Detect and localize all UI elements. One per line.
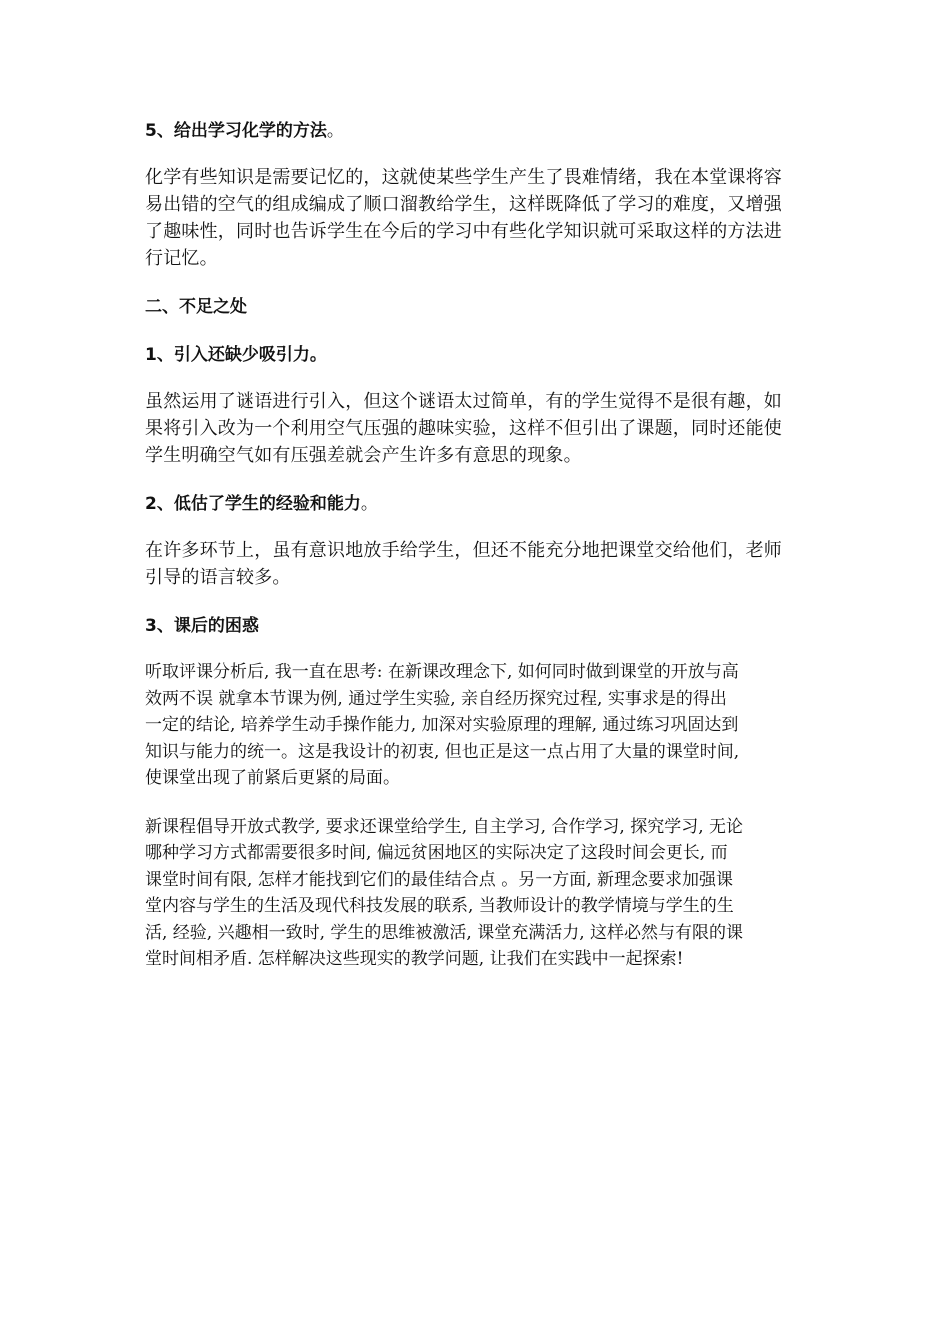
paragraph-confusion-2 <box>145 814 810 973</box>
paragraph-underestimate <box>145 537 810 591</box>
text-line: 堂内容与学生的生活及现代科技发展的联系, 当教师设计的教学情境与学生的生 <box>145 896 734 916</box>
paragraph-study-method <box>145 164 810 272</box>
text-line: 引导的语言较多。 <box>145 567 291 588</box>
document-page <box>145 118 810 973</box>
text-line: 一定的结论, 培养学生动手操作能力, 加深对实验原理的理解, 通过练习巩固达到 <box>145 715 739 735</box>
paragraph-introduction <box>145 388 810 469</box>
text-line: 果将引入改为一个利用空气压强的趣味实验，这样不但引出了课题，同时还能使 <box>145 418 782 439</box>
text-line: 知识与能力的统一。这是我设计的初衷, 但也正是这一点占用了大量的课堂时间, <box>145 741 740 762</box>
heading-punctuation: 。 <box>360 494 378 514</box>
section-heading-introduction: 1、引入还缺少吸引力。 <box>145 345 327 365</box>
paragraph-confusion-1 <box>145 659 810 792</box>
section-heading-shortcomings: 二、不足之处 <box>145 297 247 317</box>
section-heading-confusion: 3、课后的困惑 <box>145 616 259 636</box>
section-heading-study-method <box>145 118 810 144</box>
text-line: 堂时间相矛盾. 怎样解决这些现实的教学问题, 让我们在实践中一起探索! <box>145 949 684 969</box>
text-line: 行记忆。 <box>145 248 218 269</box>
text-line: 学生明确空气如有压强差就会产生许多有意思的现象。 <box>145 445 582 466</box>
section-heading-underestimate <box>145 491 810 517</box>
text-line: 在许多环节上，虽有意识地放手给学生，但还不能充分地把课堂交给他们，老师 <box>145 540 782 561</box>
text-line: 活, 经验, 兴趣相一致时, 学生的思维被激活, 课堂充满活力, 这样必然与有限的课 <box>145 922 744 943</box>
text-line: 使课堂出现了前紧后更紧的局面。 <box>145 768 400 788</box>
text-line: 虽然运用了谜语进行引入，但这个谜语太过简单，有的学生觉得不是很有趣，如 <box>145 391 782 412</box>
heading-text: 2、低估了学生的经验和能力 <box>145 494 361 514</box>
heading-punctuation: 。 <box>326 121 344 141</box>
text-line: 新课程倡导开放式教学, 要求还课堂给学生, 自主学习, 合作学习, 探究学习, 无论 <box>145 816 744 837</box>
text-line: 易出错的空气的组成编成了顺口溜教给学生，这样既降低了学习的难度，又增强 <box>145 194 782 215</box>
text-line: 了趣味性，同时也告诉学生在今后的学习中有些化学知识就可采取这样的方法进 <box>145 221 782 242</box>
text-line: 效两不误 就拿本节课为例, 通过学生实验, 亲自经历探究过程, 实事求是的得出 <box>145 688 727 709</box>
heading-text: 5、给出学习化学的方法 <box>145 121 327 141</box>
text-line: 哪种学习方式都需要很多时间, 偏远贫困地区的实际决定了这段时间会更长, 而 <box>145 843 728 863</box>
text-line: 课堂时间有限, 怎样才能找到它们的最佳结合点 。另一方面, 新理念要求加强课 <box>145 869 734 890</box>
text-line: 化学有些知识是需要记忆的，这就使某些学生产生了畏难情绪，我在本堂课将容 <box>145 167 782 188</box>
text-line: 听取评课分析后, 我一直在思考: 在新课改理念下, 如何同时做到课堂的开放与高 <box>145 662 739 682</box>
